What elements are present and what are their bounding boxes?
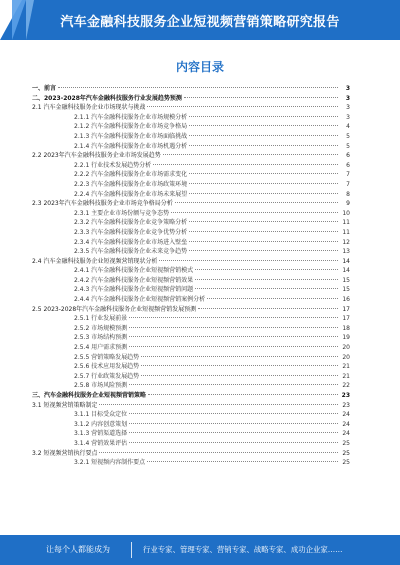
toc-entry-label: 3.1 短视频营销策略制定 — [32, 401, 98, 409]
toc-leader-dots — [159, 260, 338, 261]
toc-leader-dots — [147, 461, 338, 462]
toc-entry[interactable] — [32, 343, 350, 353]
toc-entry-label: 2.5.8 市场风险预测 — [74, 382, 128, 390]
toc-entry[interactable] — [32, 113, 350, 123]
toc-entry-page: 19 — [342, 334, 350, 342]
toc-entry-page: 24 — [342, 420, 350, 428]
toc-entry-label: 2.2 2023年汽车金融科技服务企业市场发展趋势 — [32, 152, 161, 160]
toc-entry-page: 15 — [342, 286, 350, 294]
toc-entry-page: 3 — [345, 94, 350, 102]
toc-entry[interactable] — [32, 285, 350, 295]
toc-leader-dots — [198, 308, 338, 309]
toc-entry[interactable] — [32, 324, 350, 334]
toc-entry[interactable] — [32, 180, 350, 190]
toc-entry-label: 3.1.4 营销效果评估 — [74, 439, 128, 447]
toc-leader-dots — [195, 269, 338, 270]
toc-leader-dots — [129, 423, 338, 424]
toc-leader-dots — [153, 164, 338, 165]
toc-entry-label: 2.2.1 行业技术发展趋势分析 — [74, 161, 152, 169]
toc-leader-dots — [163, 154, 338, 155]
toc-entry-page: 7 — [346, 171, 350, 179]
report-header — [0, 0, 400, 40]
toc-leader-dots — [171, 212, 338, 213]
toc-entry-label: 2.4.3 汽车金融科技服务企业短视频营销问题 — [74, 286, 194, 294]
toc-entry-page: 16 — [342, 296, 350, 304]
toc-entry-label: 2.5.7 行业政策发展趋势 — [74, 372, 140, 380]
toc-entry-label: 3.2.1 短视频内容制作要点 — [74, 459, 146, 467]
toc-entry-label: 2.3.4 汽车金融科技服务企业市场进入壁垒 — [74, 238, 188, 246]
toc-entry[interactable] — [32, 449, 350, 459]
toc-entry-label: 2.3.1 主要企业市场份额与竞争态势 — [74, 209, 170, 217]
toc-entry[interactable] — [32, 305, 350, 315]
toc-entry-label: 2.4 汽车金融科技服务企业短视频营销现状分析 — [32, 257, 158, 265]
toc-entry-page: 17 — [342, 305, 350, 313]
toc-entry[interactable] — [32, 314, 350, 324]
toc-entry-label: 2.5.1 行业发展前景 — [74, 315, 128, 323]
toc-leader-dots — [141, 375, 338, 376]
toc-leader-dots — [189, 231, 338, 232]
toc-entry-page: 11 — [342, 228, 350, 236]
toc-leader-dots — [129, 336, 338, 337]
toc-leader-dots — [189, 221, 338, 222]
toc-entry-label: 3.1.2 内容创意策划 — [74, 420, 128, 428]
toc-leader-dots — [141, 365, 338, 366]
toc-entry[interactable] — [32, 84, 350, 94]
toc-entry-page: 3 — [346, 104, 350, 112]
toc-leader-dots — [148, 394, 338, 395]
toc-leader-dots — [189, 125, 338, 126]
toc-entry[interactable] — [32, 401, 350, 411]
toc-entry-page: 24 — [342, 411, 350, 419]
footer-divider — [131, 542, 132, 558]
toc-entry-label: 2.5.6 技术应用发展趋势 — [74, 363, 140, 371]
toc-entry-label: 2.3.3 汽车金融科技服务企业竞争优势分析 — [74, 228, 188, 236]
toc-entry-page: 7 — [346, 180, 350, 188]
toc-leader-dots — [99, 404, 338, 405]
toc-entry-label: 3.1.3 营销渠道选择 — [74, 430, 128, 438]
toc-entry-label: 2.1.3 汽车金融科技服务企业市场面临挑战 — [74, 132, 188, 140]
toc-entry-page: 9 — [346, 200, 350, 208]
toc-leader-dots — [195, 288, 338, 289]
toc-entry[interactable] — [32, 257, 350, 267]
toc-entry[interactable] — [32, 190, 350, 200]
toc-entry[interactable] — [32, 209, 350, 219]
toc-entry-page: 23 — [341, 392, 350, 399]
toc-entry-label: 2.2.4 汽车金融科技服务企业市场未来展望 — [74, 190, 188, 198]
toc-entry[interactable] — [32, 247, 350, 257]
toc-leader-dots — [189, 250, 338, 251]
toc-entry-label: 2.1.2 汽车金融科技服务企业市场竞争格局 — [74, 123, 188, 131]
toc-entry-page: 14 — [342, 267, 350, 275]
toc-entry-page: 11 — [342, 219, 350, 227]
toc-leader-dots — [189, 183, 338, 184]
toc-entry[interactable] — [32, 381, 350, 391]
toc-leader-dots — [189, 241, 338, 242]
toc-leader-dots — [189, 135, 338, 136]
toc-entry[interactable] — [32, 410, 350, 420]
toc-leader-dots — [129, 346, 338, 347]
toc-entry-page: 4 — [346, 123, 350, 131]
toc-leader-dots — [189, 193, 338, 194]
toc-entry-page: 25 — [342, 459, 350, 467]
toc-entry-page: 10 — [342, 209, 350, 217]
toc-entry[interactable] — [32, 458, 350, 468]
toc-entry-page: 20 — [342, 344, 350, 352]
toc-entry-label: 2.2.2 汽车金融科技服务企业市场需求变化 — [74, 171, 188, 179]
toc-entry[interactable] — [32, 362, 350, 372]
toc-entry-label: 2.1.4 汽车金融科技服务企业市场机遇分析 — [74, 142, 188, 150]
table-of-contents — [32, 84, 350, 468]
toc-entry-label: 2.3.5 汽车金融科技服务企业未来竞争趋势 — [74, 248, 188, 256]
toc-entry-page: 17 — [342, 315, 350, 323]
toc-entry[interactable] — [32, 353, 350, 363]
toc-entry-page: 15 — [342, 276, 350, 284]
toc-leader-dots — [129, 442, 338, 443]
toc-leader-dots — [129, 432, 338, 433]
toc-entry-page: 8 — [346, 190, 350, 198]
toc-entry-label: 二、2023-2028年汽车金融科技服务行业发展趋势预测 — [32, 94, 182, 102]
toc-entry-label: 2.5.5 营销策略发展趋势 — [74, 353, 140, 361]
toc-entry[interactable] — [32, 170, 350, 180]
toc-entry-page: 5 — [346, 132, 350, 140]
toc-leader-dots — [129, 327, 338, 328]
toc-entry-label: 三、汽车金融科技服务企业短视频营销策略 — [32, 392, 147, 399]
toc-entry-page: 21 — [342, 372, 350, 380]
toc-entry[interactable] — [32, 132, 350, 142]
toc-entry-label: 3.1.1 目标受众定位 — [74, 411, 128, 419]
toc-entry[interactable] — [32, 142, 350, 152]
page-footer — [0, 535, 400, 565]
toc-entry-label: 2.2.3 汽车金融科技服务企业市场政策环境 — [74, 180, 188, 188]
toc-leader-dots — [189, 116, 338, 117]
toc-leader-dots — [207, 298, 338, 299]
toc-entry-page: 12 — [342, 238, 350, 246]
toc-entry-label: 2.5.2 市场规模预测 — [74, 324, 128, 332]
toc-entry-page: 25 — [342, 449, 350, 457]
toc-entry[interactable] — [32, 420, 350, 430]
toc-entry-label: 3.2 短视频营销执行要点 — [32, 449, 98, 457]
toc-entry-page: 13 — [342, 248, 350, 256]
toc-entry[interactable] — [32, 228, 350, 238]
toc-entry-page: 14 — [342, 257, 350, 265]
toc-entry[interactable] — [32, 94, 350, 104]
toc-entry-page: 22 — [342, 382, 350, 390]
toc-entry-page: 25 — [342, 439, 350, 447]
toc-entry-label: 一、前言 — [32, 85, 57, 92]
toc-entry[interactable] — [32, 266, 350, 276]
toc-entry-label: 2.4.2 汽车金融科技服务企业短视频营销效果 — [74, 276, 194, 284]
toc-leader-dots — [129, 317, 338, 318]
toc-entry[interactable] — [32, 372, 350, 382]
toc-leader-dots — [141, 356, 338, 357]
toc-entry[interactable] — [32, 122, 350, 132]
toc-entry-label: 2.1.1 汽车金融科技服务企业市场规模分析 — [74, 113, 188, 121]
toc-leader-dots — [195, 279, 338, 280]
toc-leader-dots — [175, 202, 338, 203]
toc-entry[interactable] — [32, 151, 350, 161]
toc-entry[interactable] — [32, 238, 350, 248]
toc-entry-label: 2.4.4 汽车金融科技服务企业短视频营销案例分析 — [74, 296, 206, 304]
toc-entry[interactable] — [32, 161, 350, 171]
toc-entry[interactable] — [32, 199, 350, 209]
toc-entry-page: 23 — [342, 401, 350, 409]
footer-tagline: 行业专家、管理专家、营销专家、战略专家、成功企业家…… — [143, 545, 343, 554]
toc-leader-dots — [147, 106, 338, 107]
toc-entry[interactable] — [32, 429, 350, 439]
toc-leader-dots — [58, 87, 338, 88]
report-title: 汽车金融科技服务企业短视频营销策略研究报告 — [60, 15, 340, 30]
toc-heading: 内容目录 — [175, 60, 224, 74]
toc-entry-page: 21 — [342, 363, 350, 371]
toc-entry-page: 5 — [346, 142, 350, 150]
toc-leader-dots — [189, 145, 338, 146]
toc-entry-label: 2.3.2 汽车金融科技服务企业竞争策略分析 — [74, 219, 188, 227]
toc-leader-dots — [189, 173, 338, 174]
toc-leader-dots — [184, 97, 338, 98]
toc-entry-label: 2.1 汽车金融科技服务企业市场现状与挑战 — [32, 104, 146, 112]
toc-entry-page: 24 — [342, 430, 350, 438]
toc-entry-label: 2.4.1 汽车金融科技服务企业短视频营销模式 — [74, 267, 194, 275]
toc-entry-page: 3 — [346, 113, 350, 121]
toc-entry[interactable] — [32, 439, 350, 449]
toc-leader-dots — [99, 452, 338, 453]
toc-entry-label: 2.5.3 市场结构预测 — [74, 334, 128, 342]
toc-entry-page: 6 — [346, 161, 350, 169]
toc-entry[interactable] — [32, 295, 350, 305]
toc-entry-page: 18 — [342, 324, 350, 332]
toc-entry-label: 2.3 2023年汽车金融科技服务企业市场竞争格局分析 — [32, 200, 173, 208]
toc-entry-label: 2.5.4 用户需求预测 — [74, 344, 128, 352]
toc-entry-label: 2.5 2023-2028年汽车金融科技服务企业短视频营销发展预测 — [32, 305, 197, 313]
toc-entry[interactable] — [32, 333, 350, 343]
toc-entry[interactable] — [32, 218, 350, 228]
toc-entry-page: 3 — [345, 85, 350, 92]
toc-entry-page: 20 — [342, 353, 350, 361]
toc-entry-page: 6 — [346, 152, 350, 160]
toc-leader-dots — [129, 384, 338, 385]
toc-entry[interactable] — [32, 391, 350, 401]
toc-entry[interactable] — [32, 276, 350, 286]
toc-entry[interactable] — [32, 103, 350, 113]
footer-slogan: 让每个人都能成为 — [46, 545, 110, 554]
toc-leader-dots — [129, 413, 338, 414]
